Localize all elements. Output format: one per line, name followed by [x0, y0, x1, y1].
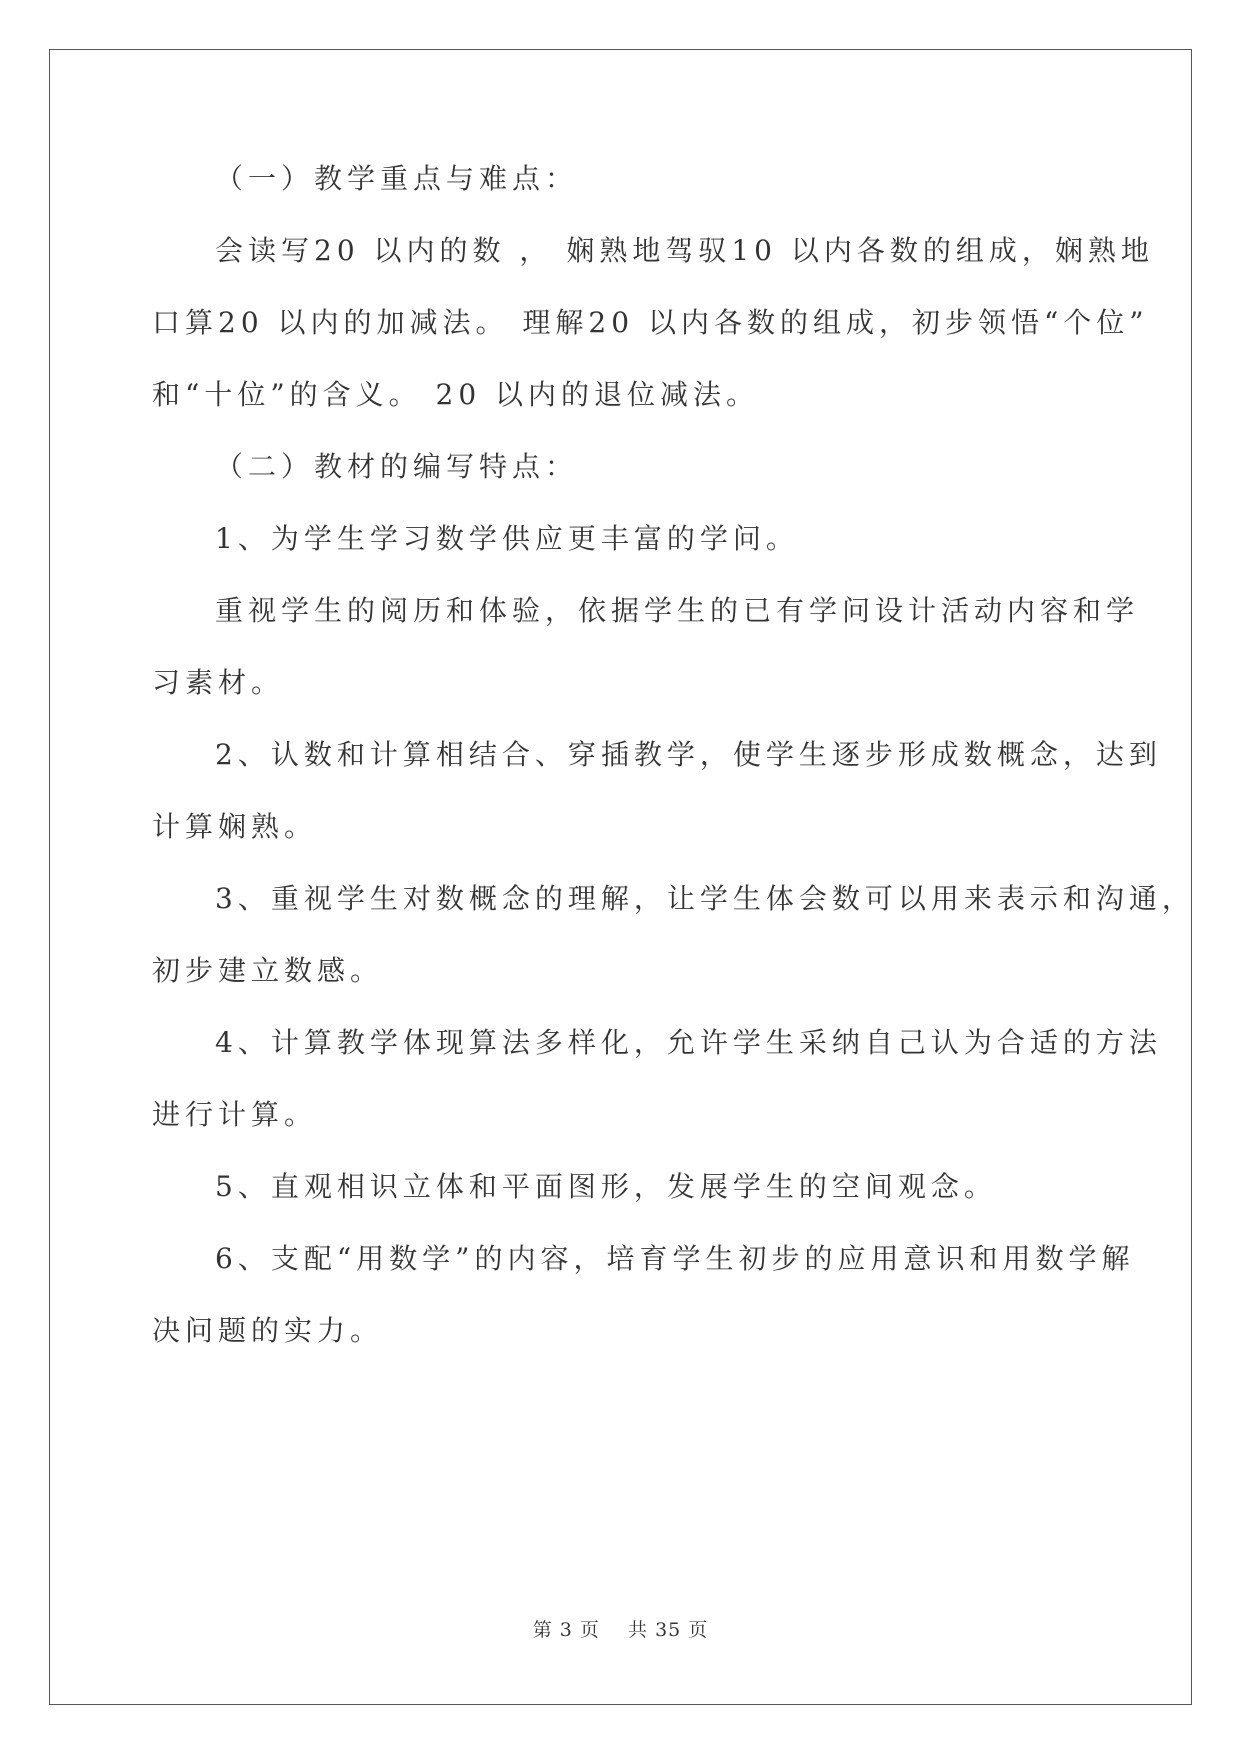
- list-item: 2、认数和计算相结合、穿插教学，使学生逐步形成数概念，达到: [215, 738, 1162, 771]
- page-border: [49, 49, 1192, 1705]
- paragraph-line: 计算娴熟。: [152, 810, 318, 843]
- page-footer: [0, 1618, 1241, 1642]
- paragraph-line: 决问题的实力。: [152, 1314, 384, 1347]
- paragraph-line: 和“十位”的含义。 20 以内的退位减法。: [152, 378, 760, 411]
- paragraph-line: 口算20 以内的加减法。 理解20 以内各数的组成，初步领悟“个位”: [152, 306, 1149, 339]
- page-number-label: 第 3 页 共 35 页: [532, 1619, 709, 1641]
- list-item: 6、支配“用数学”的内容，培育学生初步的应用意识和用数学解: [215, 1242, 1135, 1275]
- section-heading-1: （一）教学重点与难点：: [215, 162, 579, 195]
- list-item: 4、计算教学体现算法多样化，允许学生采纳自己认为合适的方法: [215, 1026, 1162, 1059]
- paragraph-line: 会读写20 以内的数 ， 娴熟地驾驭10 以内各数的组成，娴熟地: [215, 234, 1154, 267]
- list-item: 1、为学生学习数学供应更丰富的学问。: [215, 522, 799, 555]
- list-item: 5、直观相识立体和平面图形，发展学生的空间观念。: [215, 1170, 997, 1203]
- paragraph-line: 习素材。: [152, 666, 285, 699]
- section-heading-2: （二）教材的编写特点：: [215, 450, 579, 483]
- list-item: 3、重视学生对数概念的理解，让学生体会数可以用来表示和沟通，: [215, 882, 1195, 915]
- paragraph-line: 初步建立数感。: [152, 954, 384, 987]
- paragraph-line: 重视学生的阅历和体验，依据学生的已有学问设计活动内容和学: [215, 594, 1140, 627]
- paragraph-line: 进行计算。: [152, 1098, 318, 1131]
